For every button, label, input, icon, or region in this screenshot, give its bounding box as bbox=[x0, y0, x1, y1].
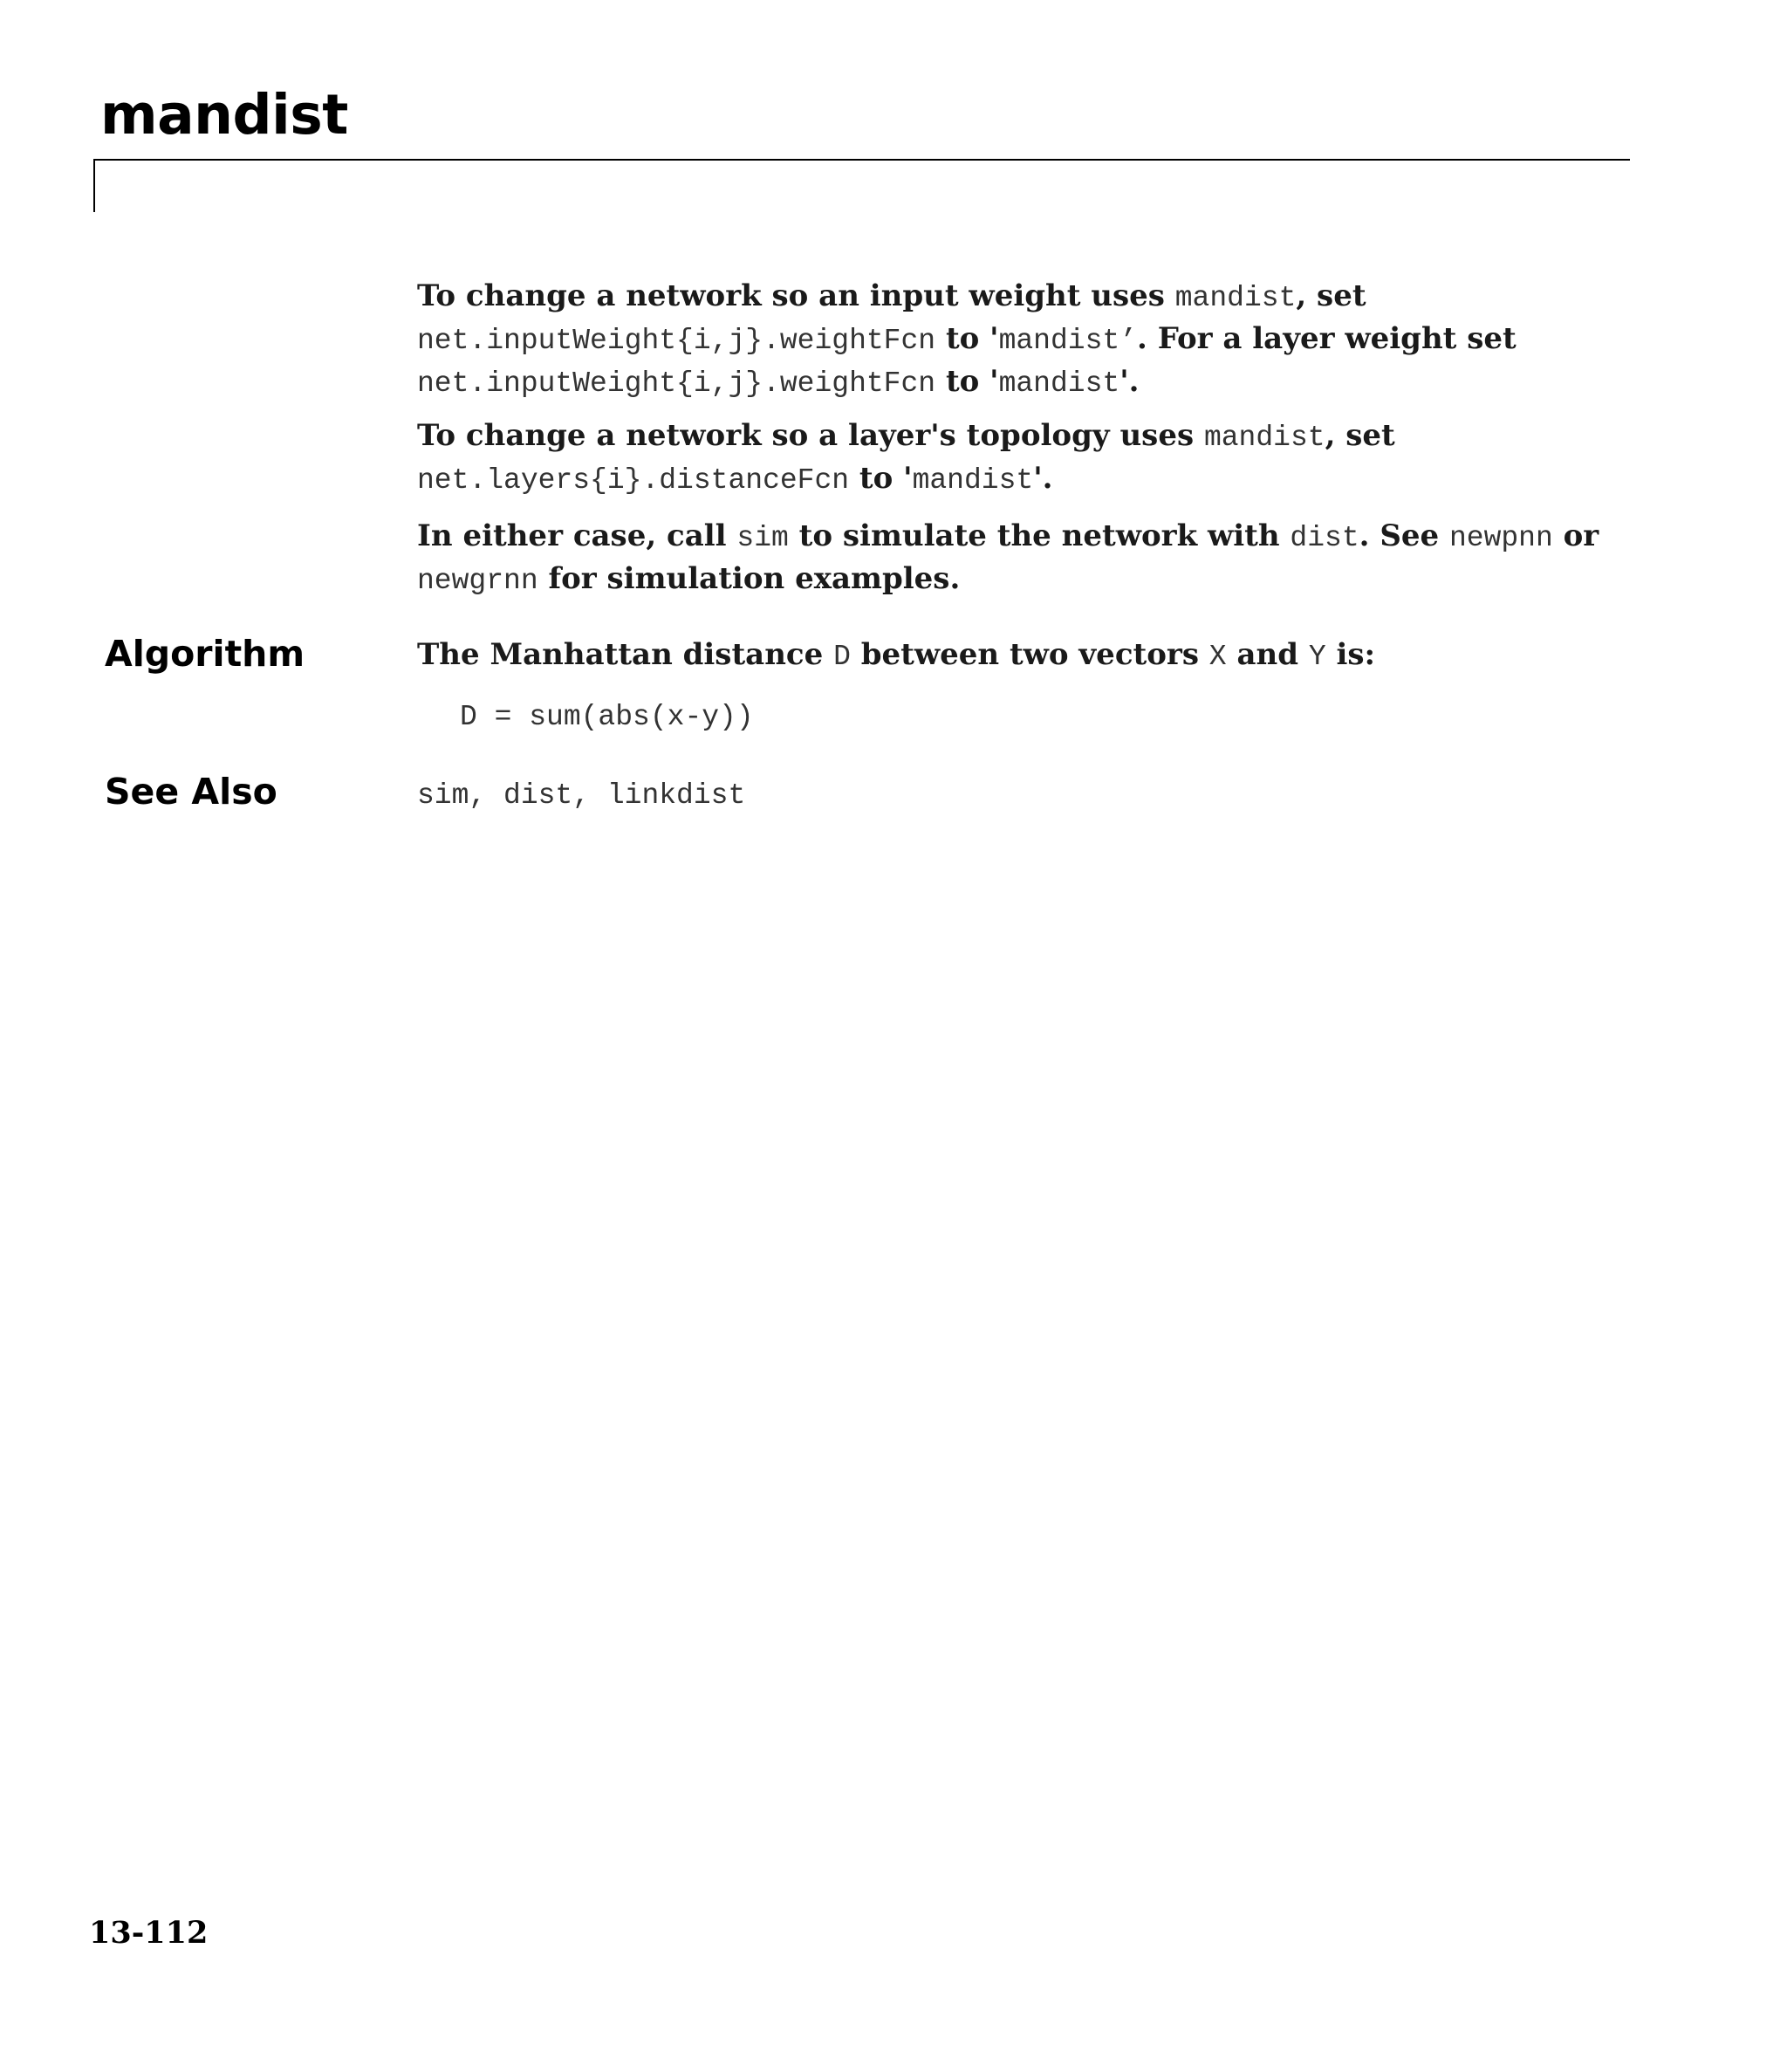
text-run: . See bbox=[1359, 518, 1449, 553]
algorithm-heading: Algorithm bbox=[105, 633, 305, 675]
text-run: . For a layer weight set bbox=[1137, 321, 1517, 356]
text-run: for simulation examples. bbox=[537, 561, 961, 596]
text-run: , set bbox=[1296, 278, 1366, 313]
text-line bbox=[417, 276, 1517, 319]
text-run: , set bbox=[1325, 418, 1395, 453]
code-inline: mandist bbox=[1203, 422, 1325, 454]
page-title: mandist bbox=[100, 83, 348, 147]
paragraph-layer-topology bbox=[417, 415, 1395, 501]
page-number: 13-112 bbox=[89, 1915, 209, 1951]
header-rule bbox=[93, 159, 1630, 161]
text-run: To change a network so an input weight uses bbox=[417, 278, 1175, 313]
text-run: to ' bbox=[935, 321, 999, 356]
code-inline: mandist bbox=[998, 367, 1120, 400]
text-line bbox=[417, 319, 1517, 361]
text-run: to ' bbox=[849, 461, 913, 496]
code-inline: newgrnn bbox=[417, 565, 538, 597]
text-run: to ' bbox=[935, 364, 999, 399]
paragraph-simulation bbox=[417, 516, 1599, 601]
text-line bbox=[417, 361, 1517, 404]
code-inline: mandist bbox=[912, 464, 1034, 497]
code-inline: D bbox=[833, 641, 851, 673]
text-line bbox=[417, 458, 1395, 501]
text-run: between two vectors bbox=[850, 637, 1209, 672]
algorithm-description bbox=[417, 635, 1375, 677]
text-run: or bbox=[1552, 518, 1599, 553]
paragraph-input-weight bbox=[417, 276, 1517, 404]
text-line bbox=[417, 635, 1375, 677]
code-inline: mandist’ bbox=[998, 325, 1138, 357]
code-inline: newpnn bbox=[1448, 522, 1553, 554]
text-run: In either case, call bbox=[417, 518, 737, 553]
code-inline: sim bbox=[736, 522, 789, 554]
code-inline: net.inputWeight{i,j}.weightFcn bbox=[417, 325, 936, 357]
text-run: and bbox=[1226, 637, 1309, 672]
code-inline: net.inputWeight{i,j}.weightFcn bbox=[417, 367, 936, 400]
code-inline: net.layers{i}.distanceFcn bbox=[417, 464, 850, 497]
text-run: '. bbox=[1119, 364, 1140, 399]
code-inline: dist bbox=[1290, 522, 1359, 554]
text-run: to simulate the network with bbox=[788, 518, 1291, 553]
code-inline: X bbox=[1208, 641, 1227, 673]
text-run: The Manhattan distance bbox=[417, 637, 834, 672]
text-line bbox=[417, 516, 1599, 559]
text-run: '. bbox=[1033, 461, 1053, 496]
algorithm-code: D = sum(abs(x-y)) bbox=[460, 701, 754, 733]
text-run: is: bbox=[1325, 637, 1376, 672]
text-run: To change a network so a layer's topology uses bbox=[417, 418, 1204, 453]
header-rule-tick bbox=[93, 159, 95, 212]
code-inline: mandist bbox=[1174, 282, 1297, 314]
text-line bbox=[417, 415, 1395, 458]
see-also-heading: See Also bbox=[105, 771, 277, 813]
text-line bbox=[417, 559, 1599, 601]
code-inline: Y bbox=[1308, 641, 1326, 673]
see-also-list: sim, dist, linkdist bbox=[417, 779, 746, 812]
